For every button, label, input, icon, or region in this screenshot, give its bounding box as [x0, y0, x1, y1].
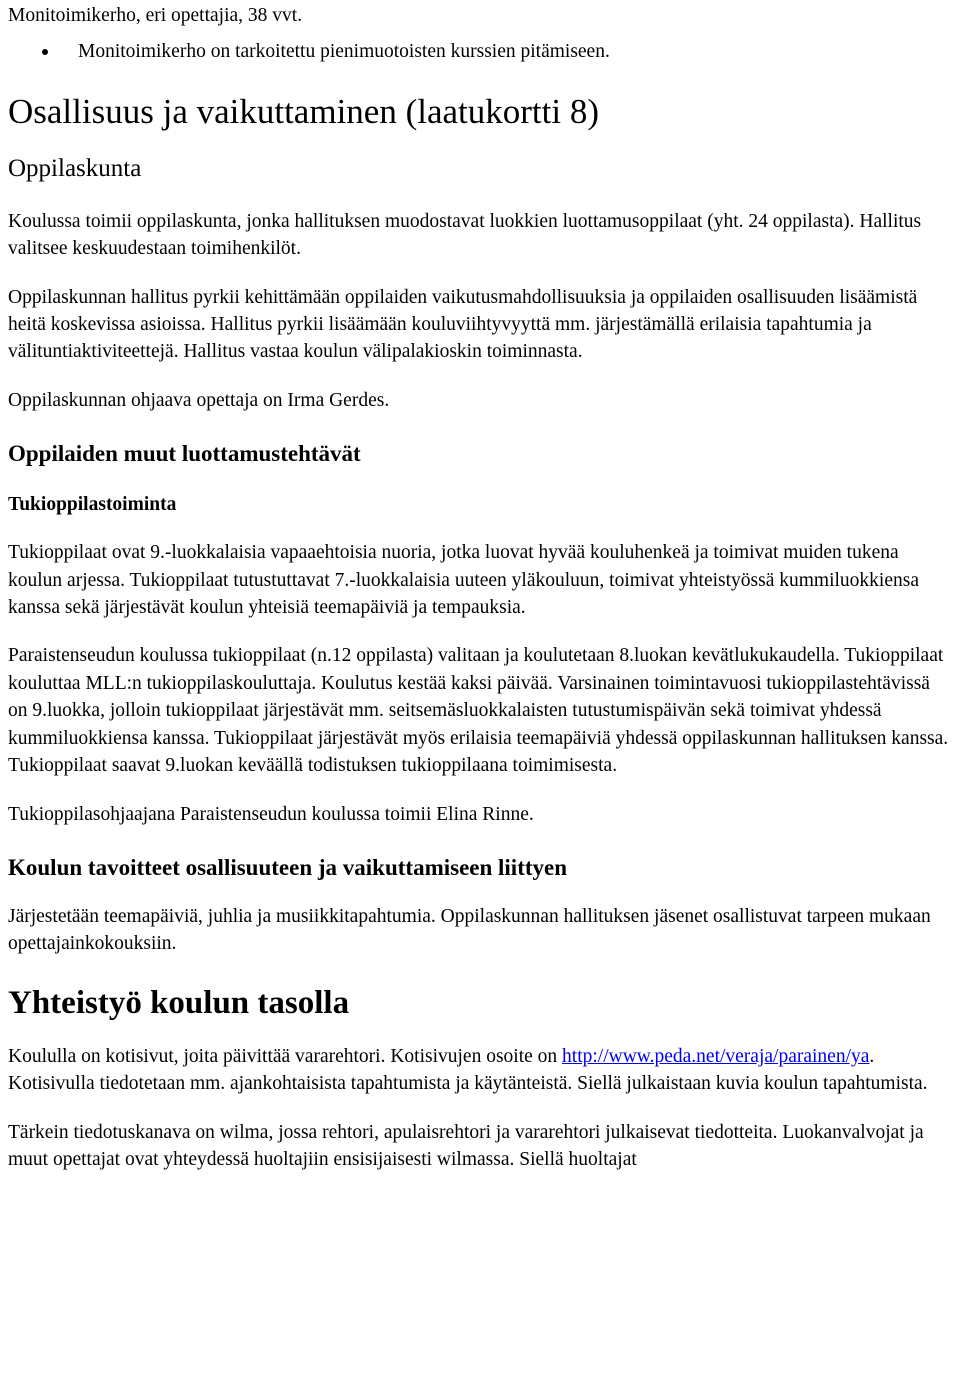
paragraph: Koulussa toimii oppilaskunta, jonka hallituksen muodostavat luokkien luottamusoppilaat (yht. 24 oppilasta). Hallitus valitsee keskuudestaan toimihenkilöt.	[8, 210, 922, 260]
paragraph-with-link	[8, 1043, 952, 1098]
homepage-link[interactable]: http://www.peda.net/veraja/parainen/ya	[562, 1045, 870, 1067]
list-item-text: Monitoimikerho on tarkoitettu pienimuotoisten kurssien pitämiseen.	[78, 41, 610, 63]
section-title-osallisuus: Osallisuus ja vaikuttaminen (laatukortti 8)	[8, 91, 599, 131]
paragraph: Oppilaskunnan ohjaava opettaja on Irma Gerdes.	[8, 389, 390, 411]
list-item	[78, 38, 952, 65]
subsection-title-tukioppilastoiminta: Tukioppilastoiminta	[8, 494, 177, 516]
paragraph: Tärkein tiedotuskanava on wilma, jossa rehtori, apulaisrehtori ja vararehtori julkaisevat tiedotteita. Luokanvalvojat ja muut opettajat ovat yhteydessä huoltajiin ensisijaisesti wilmassa. Siellä huoltajat	[8, 1121, 924, 1170]
paragraph-text: Koululla on kotisivut, joita päivittää vararehtori. Kotisivujen osoite on	[8, 1045, 563, 1067]
intro-line: Monitoimikerho, eri opettajia, 38 vvt.	[8, 5, 303, 26]
paragraph: Tukioppilaat ovat 9.-luokkalaisia vapaaehtoisia nuoria, jotka luovat hyvää kouluhenkeä ja toimivat muiden tukena koulun arjessa. Tukioppilaat tutustuttavat 7.-luokkalaisia uuteen yläkouluun, toimivat yhteistyössä kummiluokkiensa kanssa sekä järjestävät koulun yhteisiä teemapäiviä ja tempauksia.	[8, 542, 919, 619]
paragraph: Tukioppilasohjaajana Paraistenseudun koulussa toimii Elina Rinne.	[8, 803, 534, 825]
section-title-luottamustehtavat: Oppilaiden muut luottamustehtävät	[8, 441, 361, 467]
paragraph-text: . Kotisivulla tiedotetaan mm. ajankohtaisista tapahtumista ja käytänteistä. Siellä julkaistaan kuvia koulun tapahtumista.	[8, 1045, 928, 1095]
subsection-title-oppilaskunta: Oppilaskunta	[8, 154, 142, 182]
bullet-icon	[42, 49, 48, 55]
paragraph: Paraistenseudun koulussa tukioppilaat (n.12 oppilasta) valitaan ja koulutetaan 8.luokan kevätlukukaudella. Tukioppilaat kouluttaa MLL:n tukioppilaskouluttaja. Koulutus kestää kaksi päivää. Varsinainen toimintavuosi tukioppilastehtävissä on 9.luokka, jolloin tukioppilaat järjestävät mm. seitsemäsluokkalaisten tutustumispäivän sekä toimivat yhdessä kummiluokkiensa kanssa. Tukioppilaat järjestävät myös erilaisia teemapäiviä yhdessä oppilaskunnan hallituksen kanssa. Tukioppilaat saavat 9.luokan keväällä todistuksen tukioppilaana toimimisesta.	[8, 645, 949, 777]
paragraph: Järjestetään teemapäiviä, juhlia ja musiikkitapahtumia. Oppilaskunnan hallituksen jäsenet osallistuvat tarpeen mukaan opettajainkokouksiin.	[8, 905, 931, 955]
section-title-tavoitteet: Koulun tavoitteet osallisuuteen ja vaikuttamiseen liittyen	[8, 854, 568, 880]
paragraph: Oppilaskunnan hallitus pyrkii kehittämään oppilaiden vaikutusmahdollisuuksia ja oppilaiden osallisuuden lisäämistä heitä koskevissa asioissa. Hallitus pyrkii lisäämään kouluviihtyvyyttä mm. järjestämällä erilaisia tapahtumia ja välituntiaktiviteettejä. Hallitus vastaa koulun välipalakioskin toiminnasta.	[8, 286, 918, 363]
bullet-list	[8, 38, 952, 65]
section-title-yhteistyo: Yhteistyö koulun tasolla	[8, 984, 350, 1021]
